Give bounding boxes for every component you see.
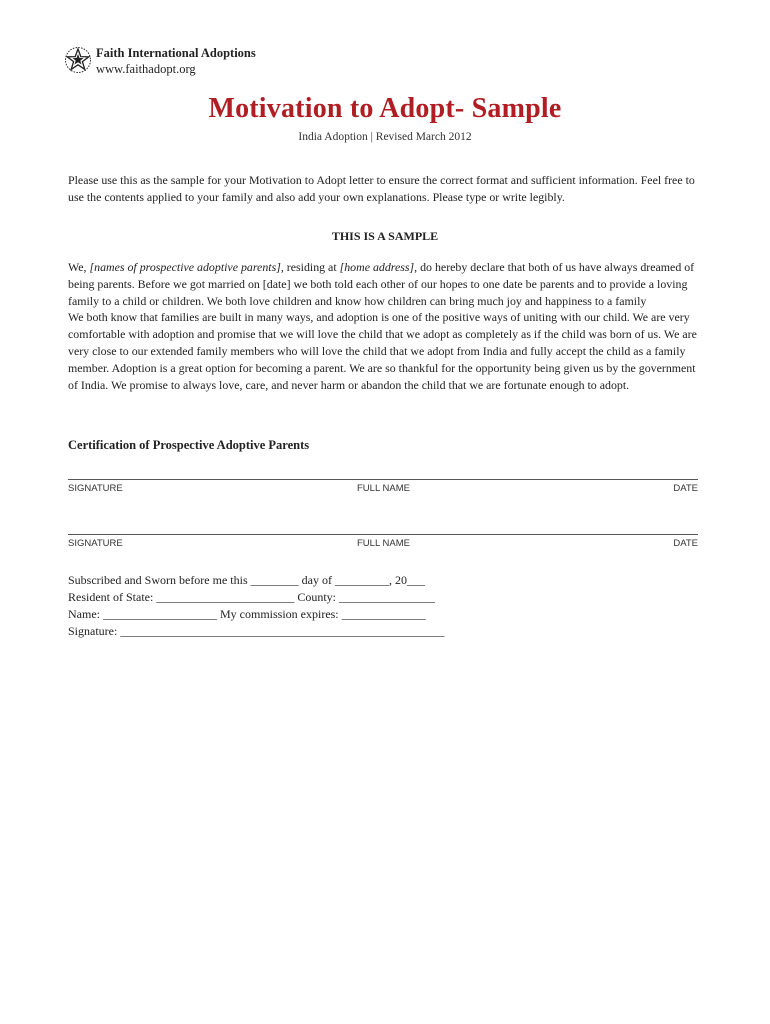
letter-body: [68, 259, 704, 393]
organization-header: [96, 45, 256, 77]
letter-text-2: We both know that families are built in many ways, and adoption is one of the positive ways of uniting with our child. We are very comfortable with adoption and promise that we will love the child that we adopt as completely as if the child was born of us. We are very close to our extended family members who will love the child that we adopt from India and fully accept the child as a family member. Adoption is a great option for becoming a parent. We are so thankful for the opportunity being given us by the government of India. We promise to always love, care, and never harm or abandon the child that we are fortunate enough to adopt.: [68, 310, 697, 392]
certification-heading: Certification of Prospective Adoptive Parents: [68, 438, 310, 452]
notary-state-line[interactable]: Resident of State: _______________________ County: ________________: [68, 590, 435, 604]
document-subtitle: India Adoption | Revised March 2012: [298, 131, 472, 143]
organization-website: www.faithadopt.org: [96, 62, 196, 76]
full-name-label: FULL NAME: [357, 538, 410, 549]
star-logo-icon: [64, 46, 92, 74]
organization-name: Faith International Adoptions: [96, 46, 256, 60]
notary-section: [68, 572, 444, 640]
intro-paragraph: Please use this as the sample for your Motivation to Adopt letter to ensure the correct format and sufficient information. Feel free to use the contents applied to your family and also add your own explanations. Please type or write legibly.: [68, 173, 695, 204]
date-label: DATE: [673, 538, 698, 549]
letter-residing: , residing at: [280, 260, 340, 274]
notary-name-line[interactable]: Name: ___________________ My commission expires: ______________: [68, 607, 426, 621]
document-title: Motivation to Adopt- Sample: [208, 93, 562, 124]
full-name-label: FULL NAME: [357, 483, 410, 494]
letter-text-1: , do hereby declare that both of us have always dreamed of being parents. Before we got married on [date] we both told each other of our hopes to one date be parents and to provide a loving family to a child or children. We both love children and know how children can bring much joy and happiness to a family: [68, 260, 695, 308]
date-label: DATE: [673, 483, 698, 494]
signature-line-2[interactable]: [68, 534, 698, 535]
signature-label: SIGNATURE: [68, 483, 123, 494]
address-placeholder: [home address]: [339, 260, 415, 274]
signature-line-1[interactable]: [68, 479, 698, 480]
notary-signature-line[interactable]: Signature: ______________________________________________________: [68, 624, 445, 638]
letter-we: We,: [68, 260, 90, 274]
sample-heading: THIS IS A SAMPLE: [331, 229, 439, 243]
signature-label: SIGNATURE: [68, 538, 123, 549]
names-placeholder: [names of prospective adoptive parents]: [89, 260, 281, 274]
notary-sworn-line[interactable]: Subscribed and Sworn before me this ________ day of _________, 20___: [68, 573, 425, 587]
